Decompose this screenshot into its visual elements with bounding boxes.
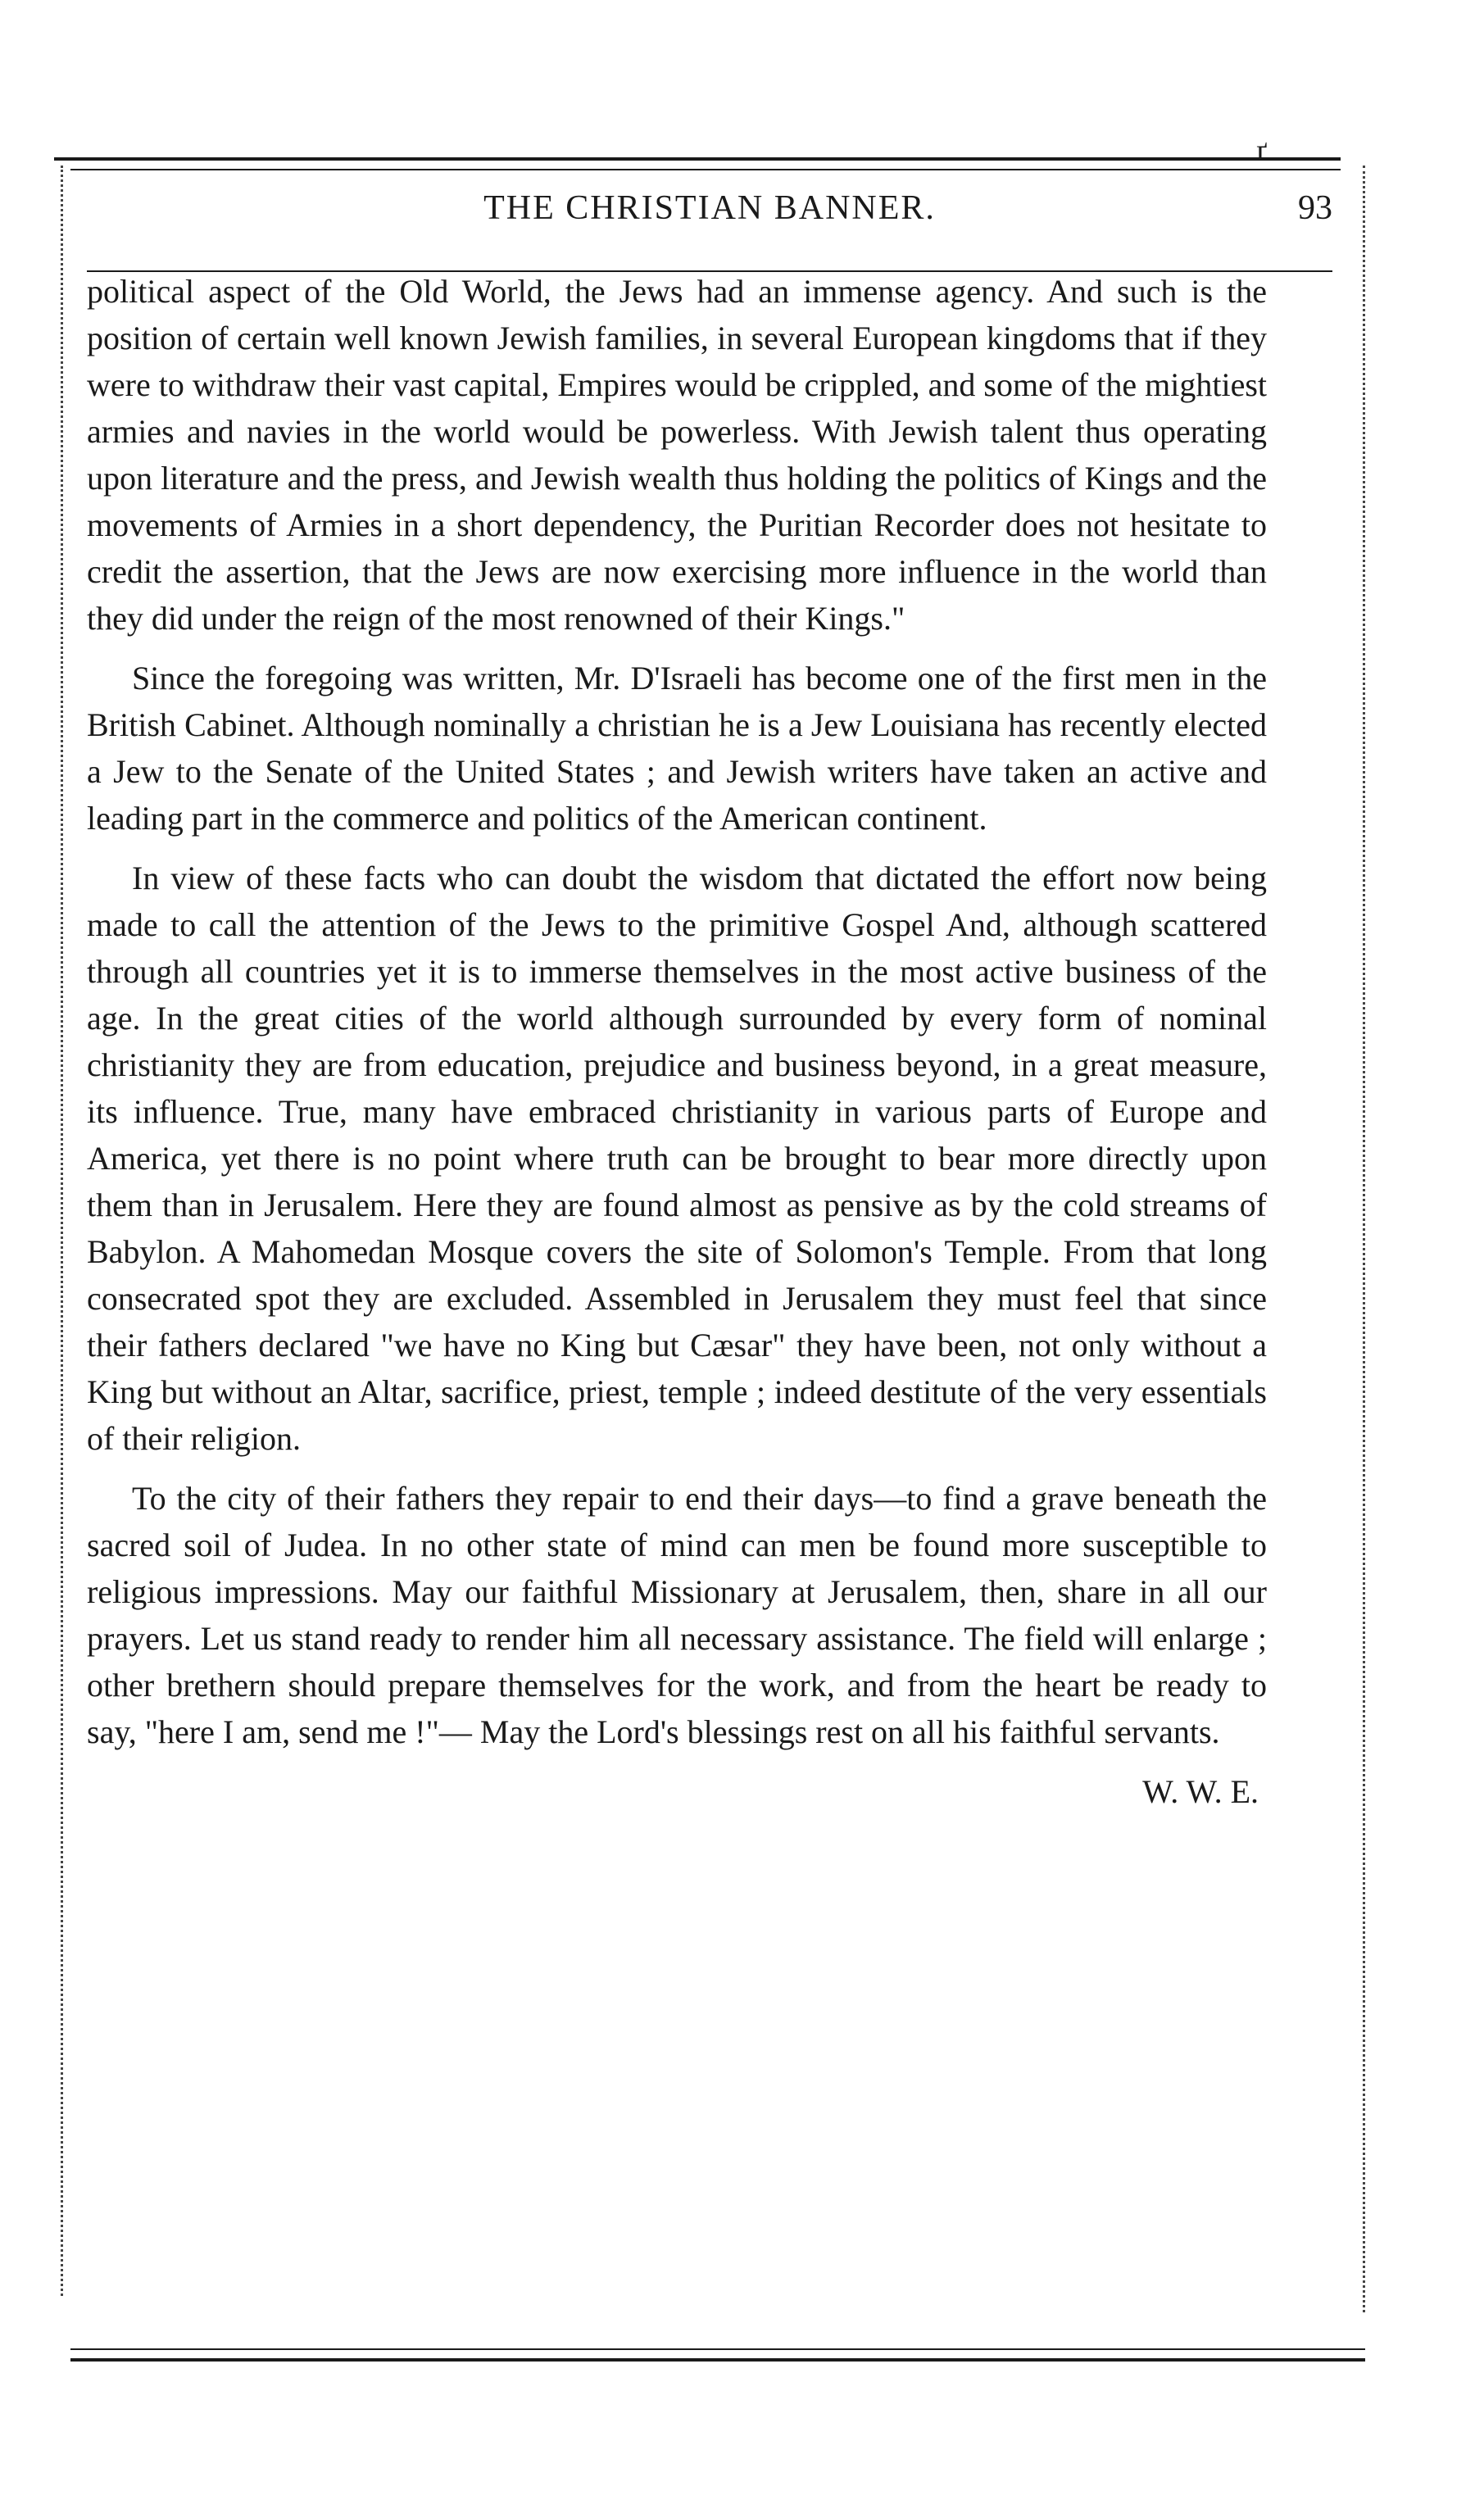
paragraph-1: political aspect of the Old World, the Jews had an immense agency. And such is the position of certain well known Jewish families, in several European kingdoms that if they were to withdraw their vast capital, Empires would be crippled, and some of the mightiest armies and navies in the world would be powerless. With Jewish talent thus operating upon literature and the press, and Jewish wealth thus holding the politics of Kings and the movements of Armies in a short dependency, the Puritian Recorder does not hesitate to credit the assertion, that the Jews are now exercising more influence in the world than they did under the reign of the most renowned of their Kings." [87, 273, 1267, 637]
running-title: THE CHRISTIAN BANNER. [483, 189, 936, 227]
paragraph-4: To the city of their fathers they repair to end their days—to find a grave beneath the sacred soil of Judea. In no other state of mind can men be found more susceptible to religious impressions. May our faithful Missionary at Jerusalem, then, share in all our prayers. Let us stand ready to render him all necessary assistance. The field will enlarge ; other brethern should prepare themselves for the work, and from the heart be ready to say, "here I am, send me !"— May the Lord's blessings rest on all his faithful servants. [87, 1480, 1267, 1750]
frame-top-inner-rule [70, 169, 1341, 170]
frame-bottom-outer-rule [70, 2348, 1365, 2350]
page-frame [54, 134, 1341, 2362]
paragraph-2: Since the foregoing was written, Mr. D'Israeli has become one of the first men in the British Cabinet. Although nominally a christian he is a Jew Louisiana has recently elected a Jew to the Senate of the United States ; and Jewish writers have taken an active and leading part in the commerce and politics of the American continent. [87, 660, 1267, 837]
signature: W. W. E. [1142, 1773, 1259, 1810]
running-head [87, 188, 1332, 238]
corner-mark: ґ [1255, 134, 1267, 168]
article-body [87, 268, 1267, 1815]
page-number: 93 [1298, 189, 1332, 227]
frame-left-border [61, 166, 63, 2296]
frame-top-outer-rule [54, 157, 1341, 161]
frame-right-border [1363, 166, 1365, 2312]
frame-bottom-inner-rule [70, 2358, 1365, 2362]
paragraph-3: In view of these facts who can doubt the wisdom that dictated the effort now being made to call the attention of the Jews to the primitive Gospel And, although scattered through all countries yet it is to immerse themselves in the most active business of the age. In the great cities of the world although surrounded by every form of nominal christianity they are from education, prejudice and business beyond, in a great measure, its influence. True, many have embraced christianity in various parts of Europe and America, yet there is no point where truth can be brought to bear more directly upon them than in Jerusalem. Here they are found almost as pensive as by the cold streams of Babylon. A Mahomedan Mosque covers the site of Solomon's Temple. From that long consecrated spot they are excluded. Assembled in Jerusalem they must feel that since their fathers declared "we have no King but Cæsar" they have been, not only without a King but without an Altar, sacrifice, priest, temple ; indeed destitute of the very essentials of their religion. [87, 860, 1267, 1457]
